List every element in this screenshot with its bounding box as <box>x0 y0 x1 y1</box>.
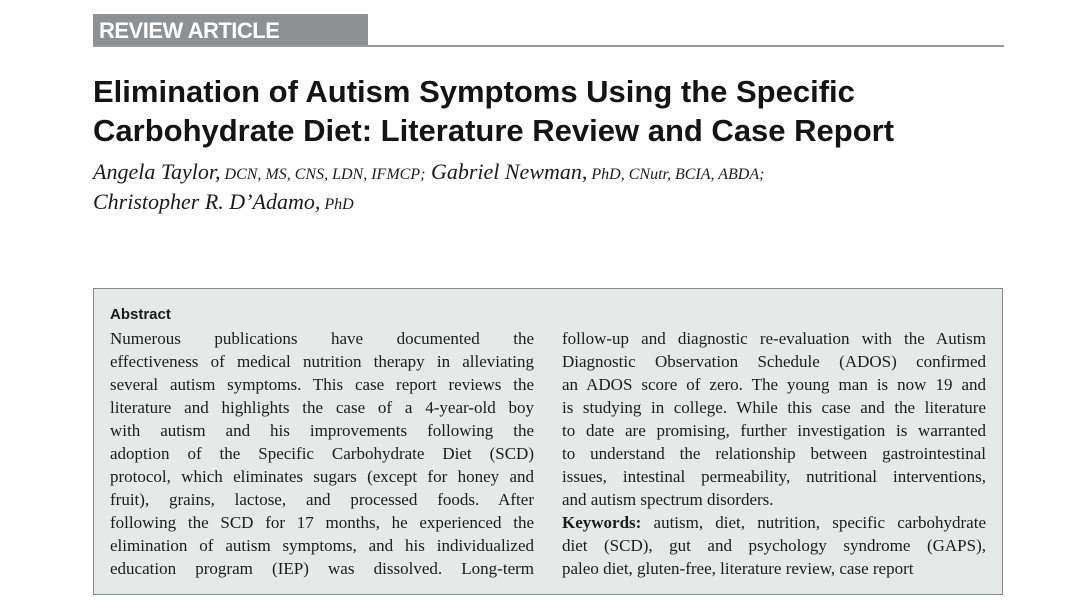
section-label: REVIEW ARTICLE <box>99 18 280 43</box>
abstract-line: issues, intestinal permeability, nutritional interventions, <box>562 467 986 486</box>
keywords-line: diet (SCD), gut and psychology syndrome (GAPS), <box>562 536 986 555</box>
abstract-line: an ADOS score of zero. The young man is now 19 and <box>562 375 986 394</box>
article-title-line: Carbohydrate Diet: Literature Review and Case Report <box>93 113 895 148</box>
abstract-line: education program (IEP) was dissolved. Long-term <box>110 559 534 578</box>
abstract-line: effectiveness of medical nutrition therapy in alleviating <box>110 352 534 371</box>
keywords-line: paleo diet, gluten-free, literature review, case report <box>562 559 914 578</box>
abstract-line: several autism symptoms. This case report reviews the <box>110 375 534 394</box>
abstract-heading: Abstract <box>110 306 171 323</box>
keywords-text: autism, diet, nutrition, specific carbohydrate <box>641 513 986 532</box>
abstract-line: with autism and his improvements following the <box>110 421 534 440</box>
article-title <box>93 72 1013 150</box>
keywords-line <box>562 511 986 534</box>
abstract-left-column <box>110 327 534 580</box>
abstract-line: literature and highlights the case of a 4-year-old boy <box>110 398 534 417</box>
abstract-right-column <box>562 327 986 580</box>
author-line <box>93 188 993 218</box>
author-credentials: PhD <box>320 196 354 213</box>
author-name: Christopher R. D’Adamo, <box>93 189 321 214</box>
author-credentials: PhD, CNutr, BCIA, ABDA; <box>587 166 765 183</box>
abstract-line: following the SCD for 17 months, he experienced the <box>110 513 534 532</box>
author-name: Gabriel Newman, <box>425 159 588 184</box>
abstract-line: Numerous publications have documented the <box>110 329 534 348</box>
author-credentials: DCN, MS, CNS, LDN, IFMCP; <box>220 166 426 183</box>
abstract-line: is studying in college. While this case and the literature <box>562 398 986 417</box>
author-name: Angela Taylor, <box>93 159 221 184</box>
author-list <box>93 158 993 218</box>
abstract-line: follow-up and diagnostic re-evaluation with the Autism <box>562 329 986 348</box>
abstract-line: Diagnostic Observation Schedule (ADOS) confirmed <box>562 352 986 371</box>
abstract-line: protocol, which eliminates sugars (except for honey and <box>110 467 534 486</box>
abstract-line: to understand the relationship between gastrointestinal <box>562 444 986 463</box>
abstract-line: fruit), grains, lactose, and processed foods. After <box>110 490 534 509</box>
article-title-line: Elimination of Autism Symptoms Using the Specific <box>93 74 855 109</box>
abstract-line: elimination of autism symptoms, and his individualized <box>110 536 534 555</box>
header-rule <box>93 45 1004 47</box>
abstract-line: adoption of the Specific Carbohydrate Diet (SCD) <box>110 444 534 463</box>
author-line <box>93 158 993 188</box>
keywords-label: Keywords: <box>562 513 642 532</box>
abstract-line: to date are promising, further investigation is warranted <box>562 421 986 440</box>
abstract-line: and autism spectrum disorders. <box>562 490 774 509</box>
